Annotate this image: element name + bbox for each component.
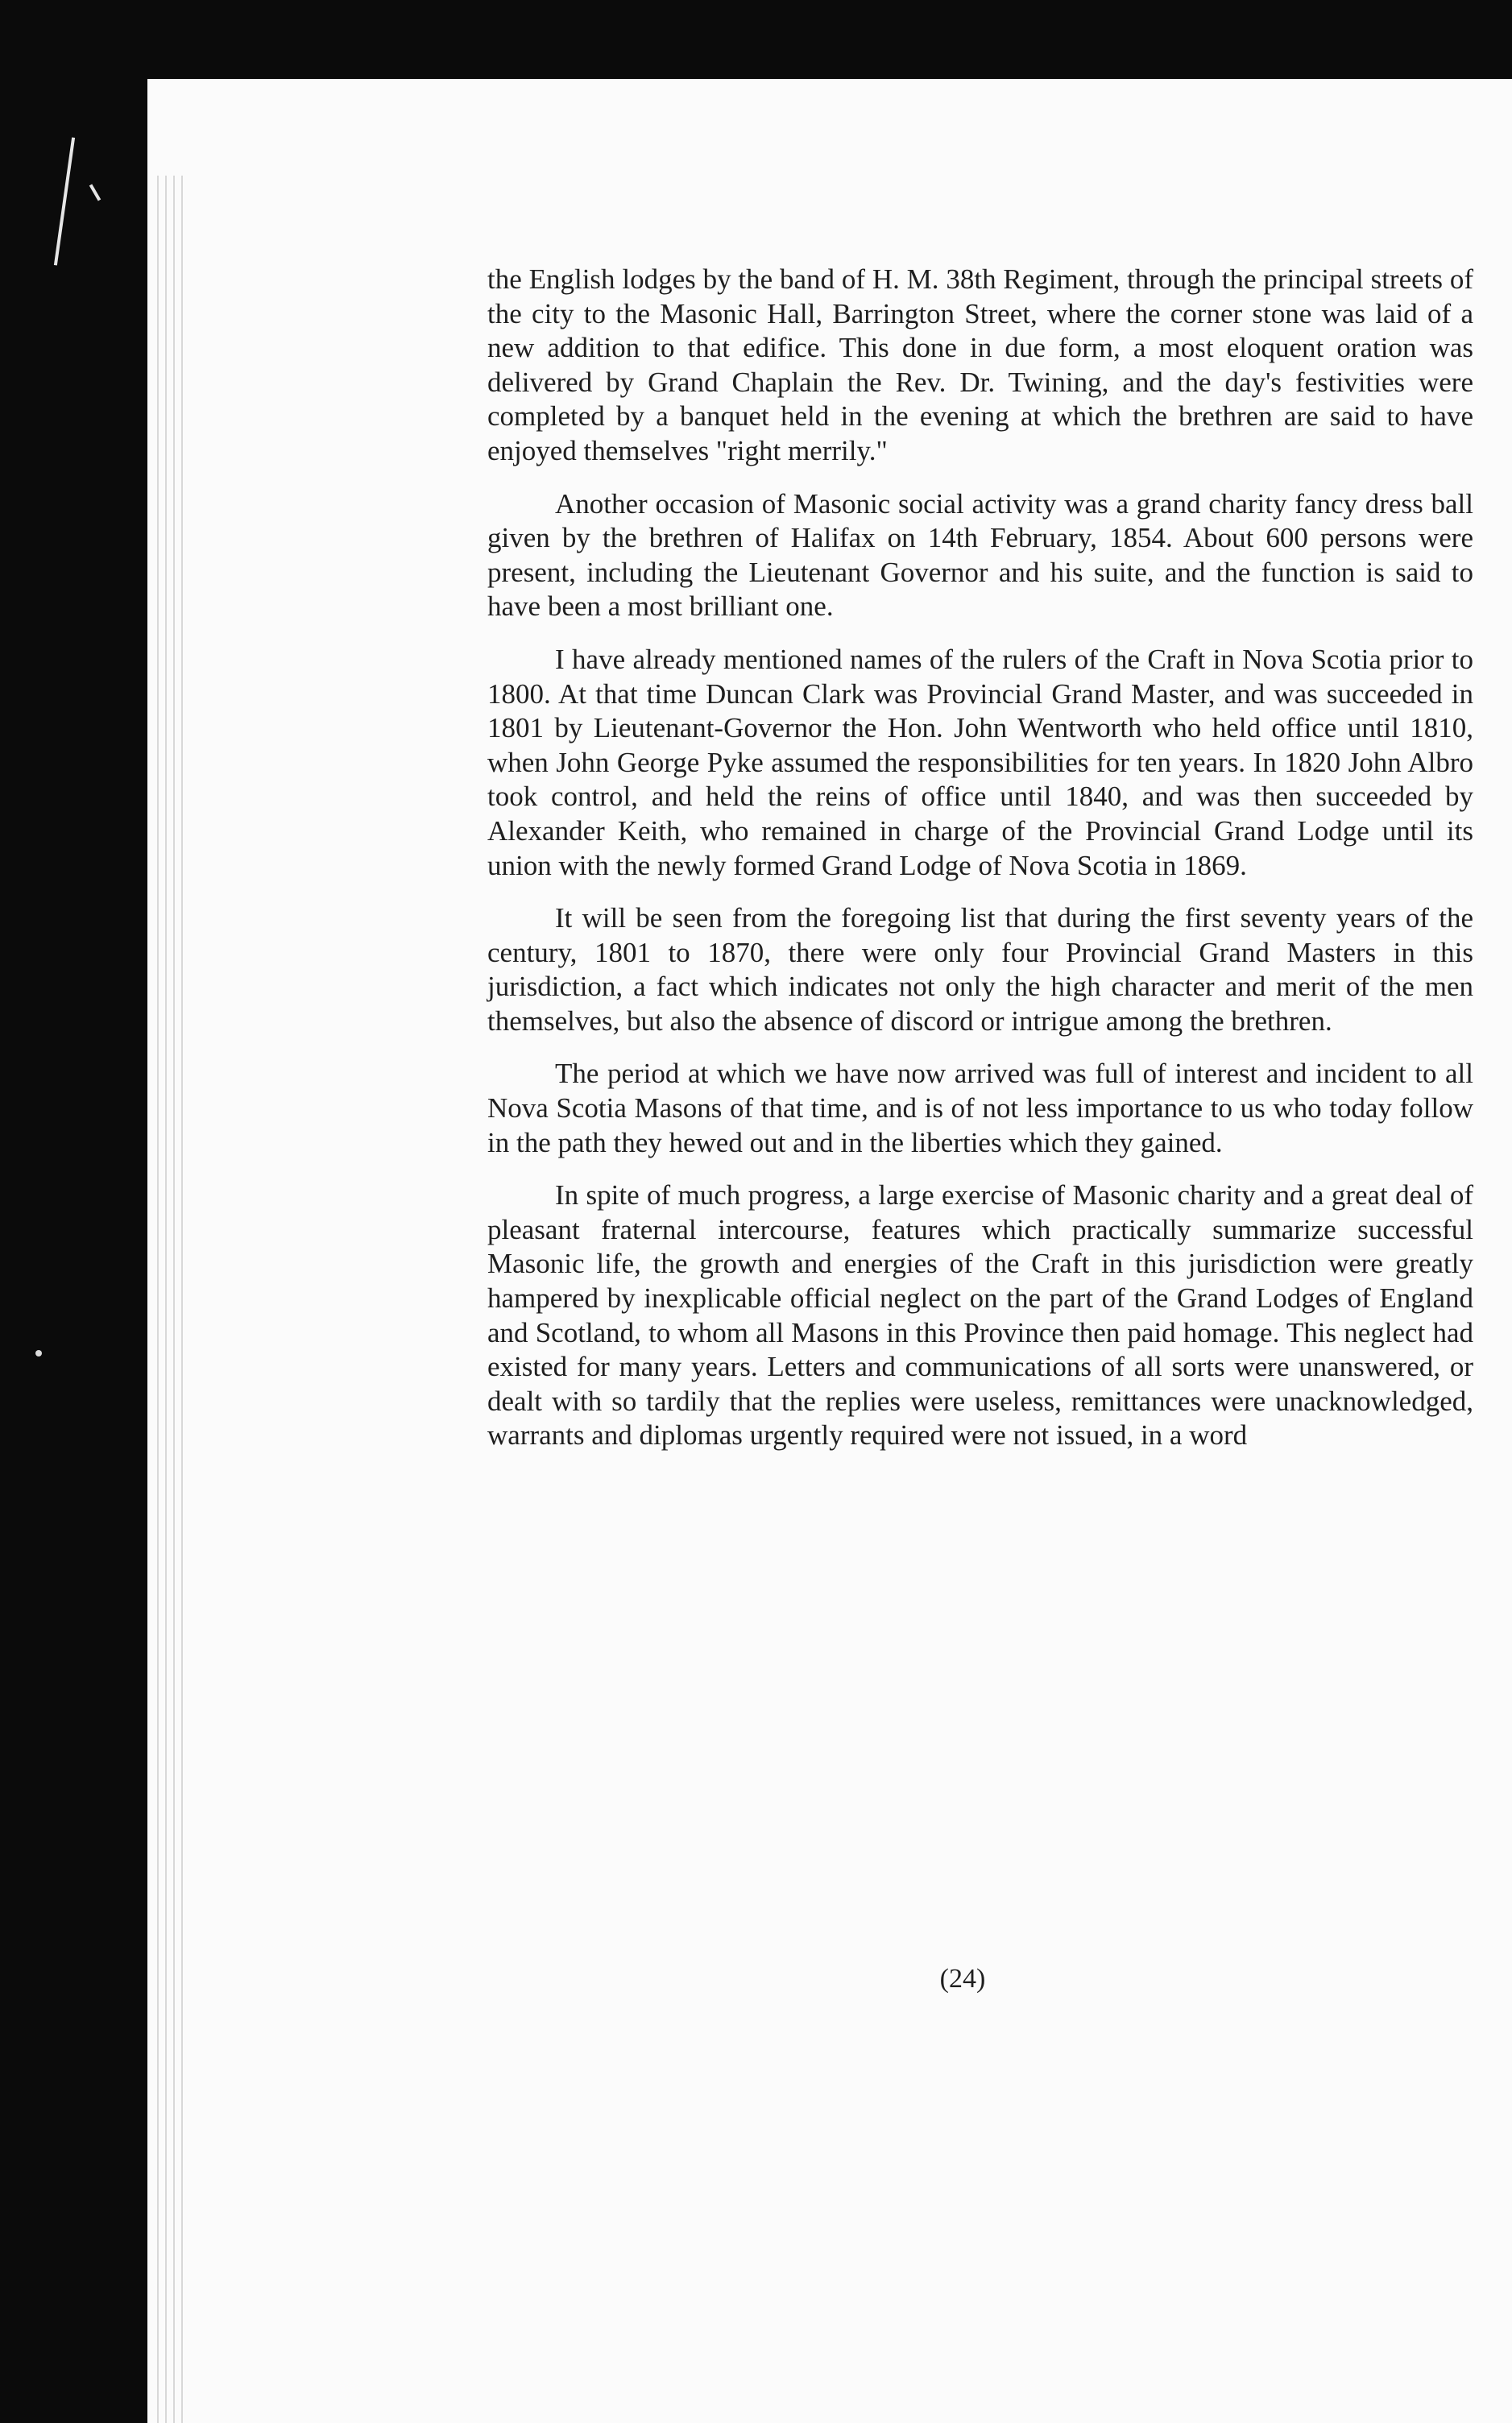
film-scratch: [89, 184, 101, 201]
paragraph: It will be seen from the foregoing list that during the first seventy years of the century, 1801 to 1870, there were only four Provincial Grand Masters in this jurisdiction, a fact which indicates not only the high character and merit of the men themselves, but also the absence of discord or intrigue among the brethren.: [487, 902, 1473, 1037]
paragraph: In spite of much progress, a large exercise of Masonic charity and a great deal of pleasant fraternal intercourse, features which practically summarize successful Masonic life, the growth and energies of the Craft in this jurisdiction were greatly hampered by inexplicable official neglect on the part of the Grand Lodges of England and Scotland, to whom all Masons in this Province then paid homage. This neglect had existed for many years. Letters and communications of all sorts were unanswered, or dealt with so tardily that the replies were useless, remittances were unacknowledged, warrants and diplomas urgently required were not issued, in a word: [487, 1179, 1473, 1452]
paragraph: The period at which we have now arrived was full of interest and incident to all Nova Scotia Masons of that time, and is of not less importance to us who today follow in the path they hewed out and in the liberties which they gained.: [487, 1058, 1473, 1158]
paragraph: the English lodges by the band of H. M. 38th Regiment, through the principal streets of the city to the Masonic Hall, Barrington Street, where the corner stone was laid of a new addition to that edifice. This done in due form, a most eloquent oration was delivered by Grand Chaplain the Rev. Dr. Twining, and the day's festivities were completed by a banquet held in the evening at which the brethren are said to have enjoyed themselves "right merrily.": [487, 263, 1473, 466]
film-scratch: [54, 138, 75, 266]
paragraph: Another occasion of Masonic social activity was a grand charity fancy dress ball given by the brethren of Halifax on 14th February, 1854. About 600 persons were present, including the Lieutenant Governor and his suite, and the function is said to have been a most brilliant one.: [487, 487, 1473, 623]
body-text: [487, 263, 1473, 1472]
paragraph: I have already mentioned names of the rulers of the Craft in Nova Scotia prior to 1800. At that time Duncan Clark was Provincial Grand Master, and was succeeded in 1801 by Lieutenant-Governor the Hon. John Wentworth who held office until 1810, when John George Pyke assumed the responsibilities for ten years. In 1820 John Albro took control, and held the reins of office until 1840, and was then succeeded by Alexander Keith, who remained in charge of the Provincial Grand Lodge until its union with the newly formed Grand Lodge of Nova Scotia in 1869.: [487, 643, 1473, 881]
book-page: [147, 79, 1512, 2423]
page-number: (24): [939, 1964, 986, 1994]
film-speck: [35, 1350, 42, 1356]
page-stack: [147, 79, 1512, 2423]
